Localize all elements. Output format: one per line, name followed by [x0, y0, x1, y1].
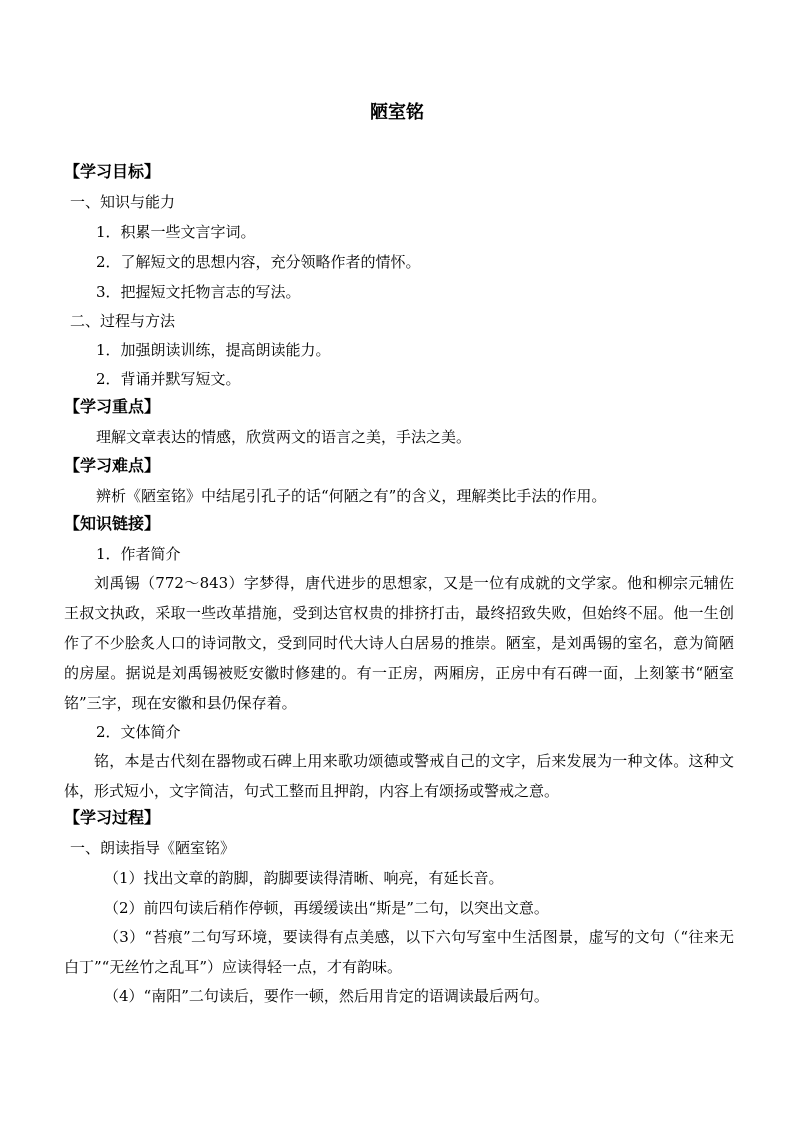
section-heading-links: 【知识链接】 [64, 514, 161, 533]
section-heading-process: 【学习过程】 [64, 808, 161, 827]
reading-item-4: （4）“南阳”二句读后，要作一顿，然后用肯定的语调读最后两句。 [104, 987, 549, 1005]
section-heading-goals: 【学习目标】 [64, 162, 161, 181]
page-title: 陋室铭 [370, 102, 424, 123]
focus-text: 理解文章表达的情感，欣赏两文的语言之美，手法之美。 [96, 428, 472, 446]
subheading-reading: 一、朗读指导《陋室铭》 [70, 839, 236, 857]
process-item-2: 2．背诵并默写短文。 [96, 370, 241, 388]
goal-item-3: 3．把握短文托物言志的写法。 [96, 283, 301, 301]
link-item-author: 1．作者简介 [96, 545, 181, 563]
reading-item-1: （1）找出文章的韵脚，韵脚要读得清晰、响亮，有延长音。 [104, 869, 504, 887]
goal-item-1: 1．积累一些文言字词。 [96, 223, 256, 241]
author-intro-paragraph: 刘禹锡（772～843）字梦得，唐代进步的思想家，又是一位有成就的文学家。他和柳宗元辅佐王叔文执政，采取一些改革措施，受到达官权贵的排挤打击，最终招致失败，但始终不屈。他一生创作了不少脍炙人口的诗词散文，受到同时代大诗人白居易的推崇。陋室，是刘禹锡的室名，意为简陋的房屋。据说是刘禹锡被贬安徽时修建的。有一正房，两厢房，正房中有石碑一面，上刻篆书“陋室铭”三字，现在安徽和县仍保存着。 [64, 574, 734, 712]
goal-item-2: 2．了解短文的思想内容，充分领略作者的情怀。 [96, 253, 421, 271]
section-heading-focus: 【学习重点】 [64, 397, 161, 416]
link-item-genre: 2．文体简介 [96, 723, 181, 741]
subheading-knowledge: 一、知识与能力 [70, 193, 176, 211]
section-heading-difficulty: 【学习难点】 [64, 456, 161, 475]
reading-item-3: （3）“苔痕”二句写环境，要读得有点美感，以下六句写室中生活图景，虚写的文句（“往来无白丁”“无丝竹之乱耳”）应读得轻一点，才有韵味。 [64, 928, 734, 976]
process-item-1: 1．加强朗读训练，提高朗读能力。 [96, 341, 331, 359]
reading-item-2: （2）前四句读后稍作停顿，再缓缓读出“斯是”二句，以突出文意。 [104, 899, 549, 917]
subheading-process: 二、过程与方法 [70, 312, 176, 330]
genre-intro-paragraph: 铭，本是古代刻在器物或石碑上用来歌功颂德或警戒自己的文字，后来发展为一种文体。这种文体，形式短小，文字简洁，句式工整而且押韵，内容上有颂扬或警戒之意。 [64, 752, 734, 800]
difficulty-text: 辨析《陋室铭》中结尾引孔子的话“何陋之有”的含义，理解类比手法的作用。 [96, 487, 607, 505]
